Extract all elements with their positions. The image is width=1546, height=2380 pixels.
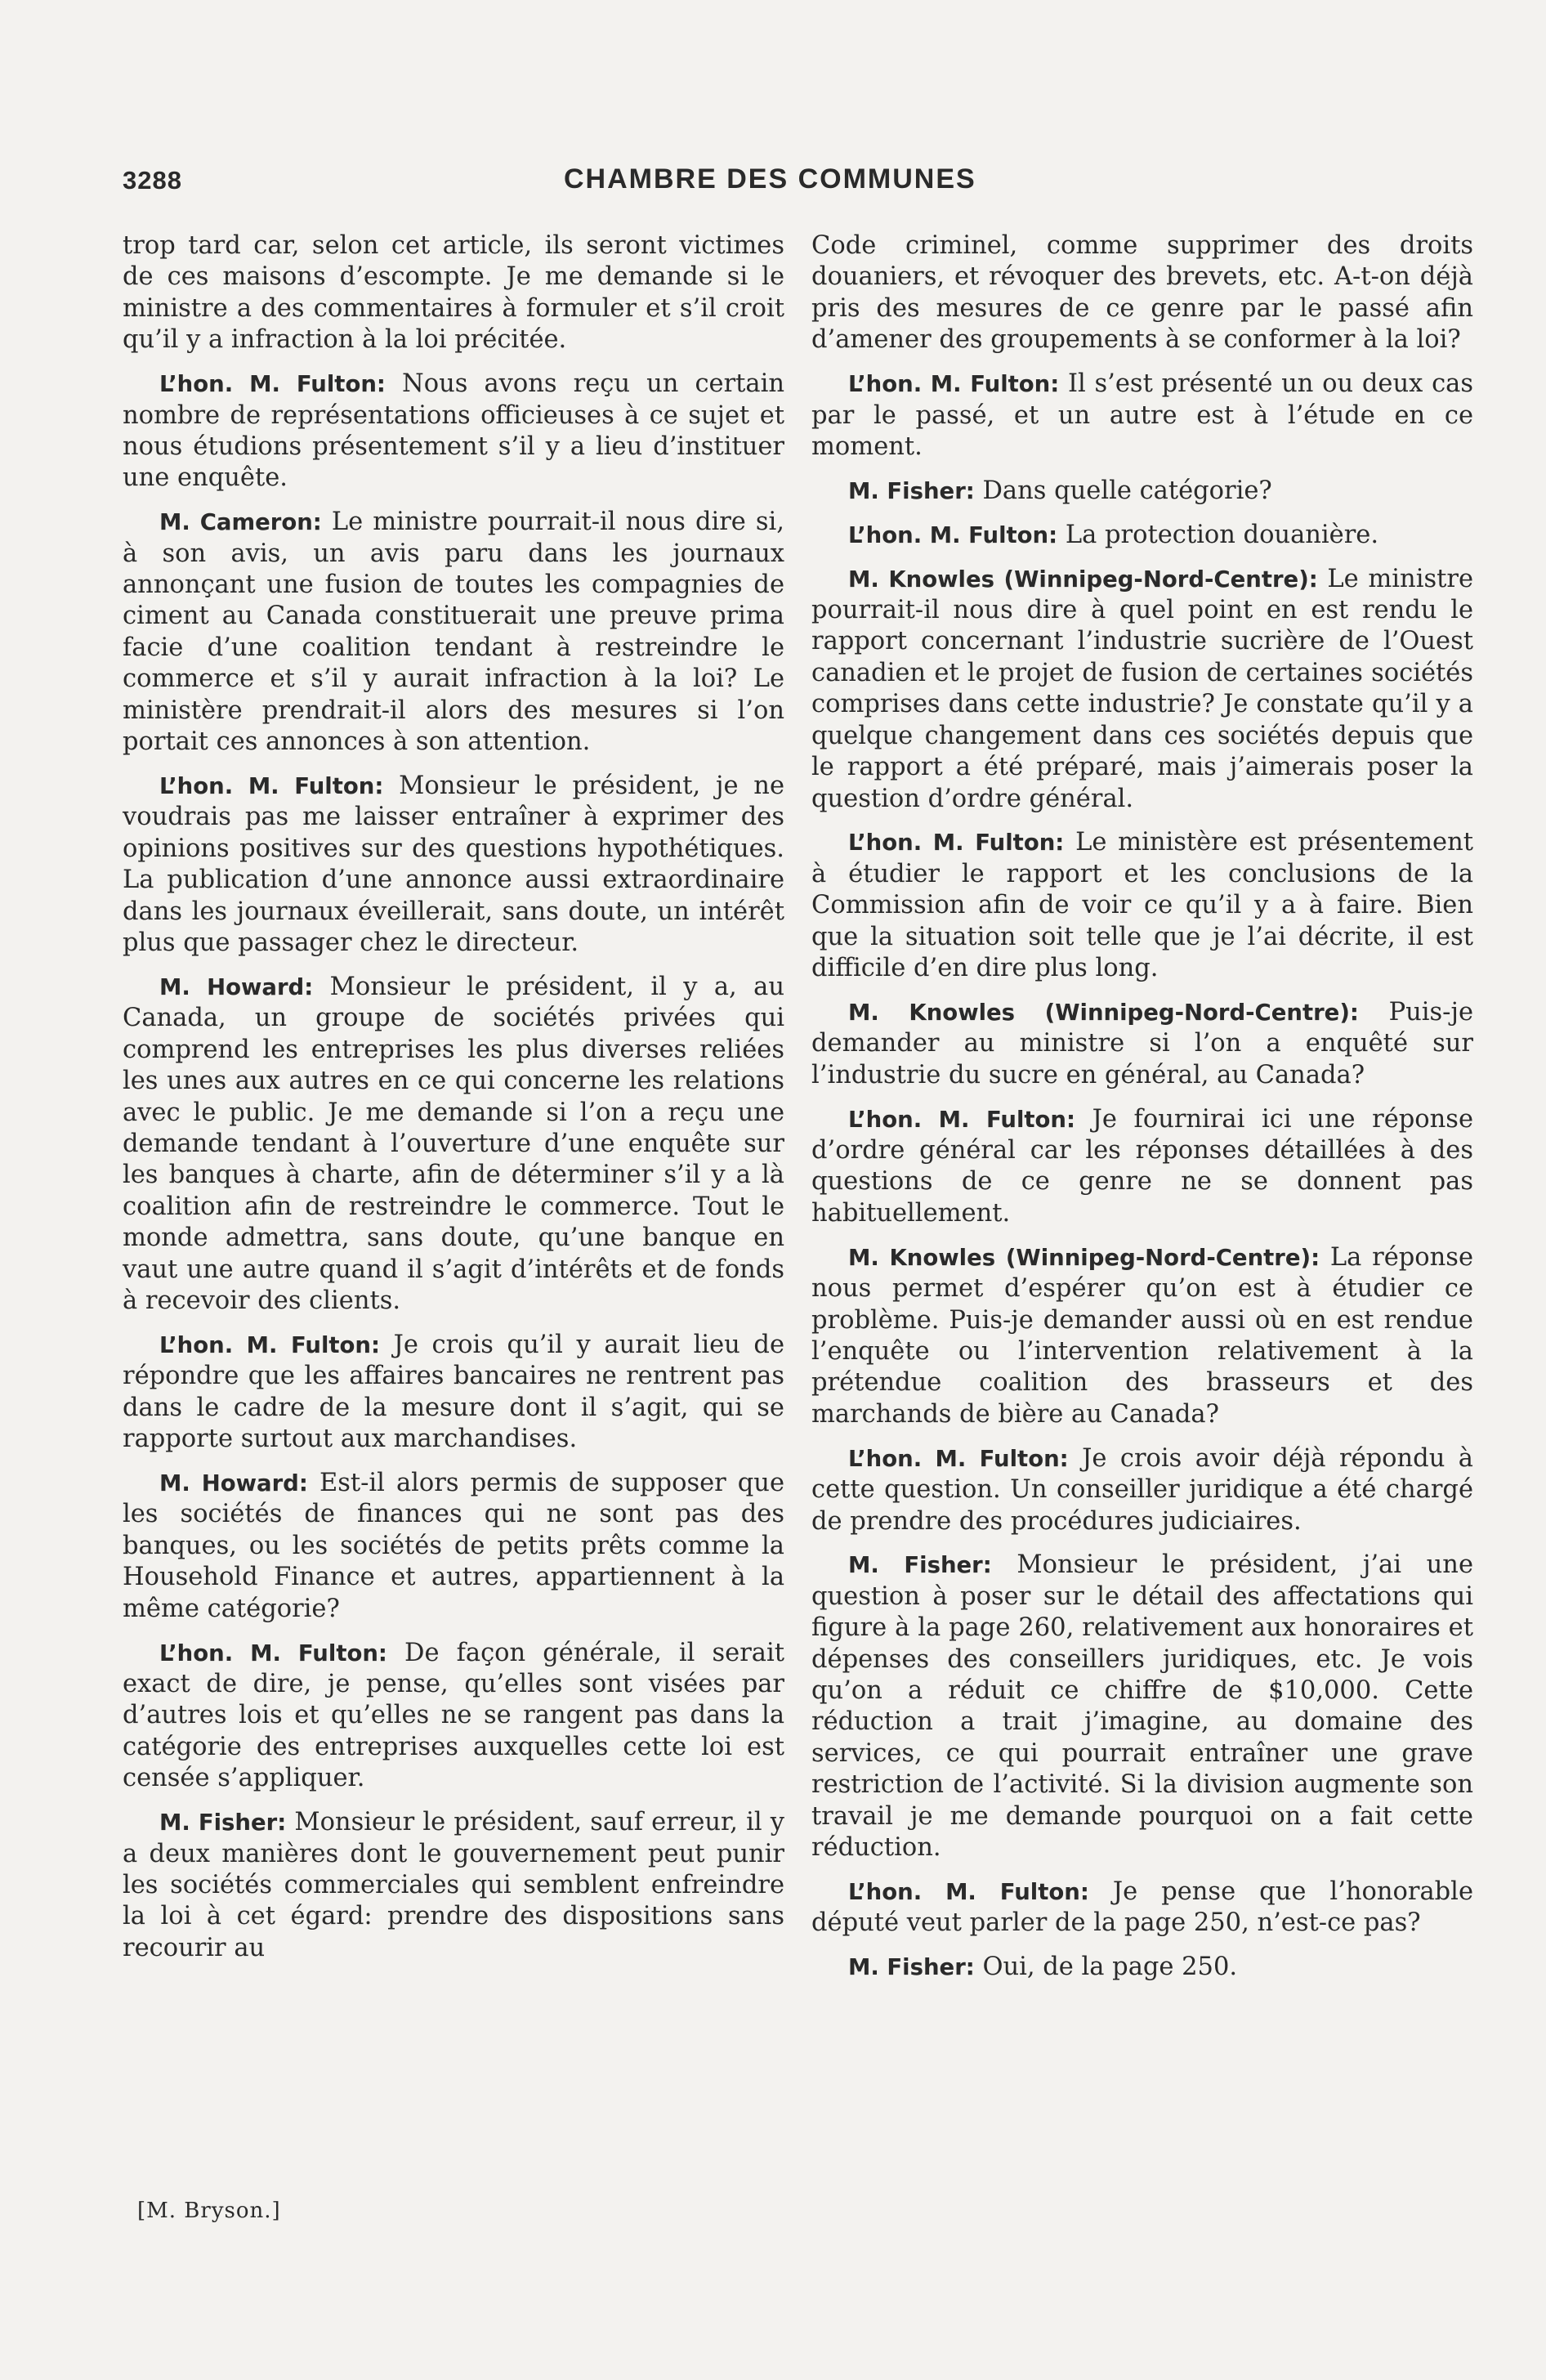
speaker-name: L’hon. M. Fulton:: [159, 1331, 380, 1358]
paragraph: [811, 230, 1473, 356]
paragraph-text: Le ministre pourrait-il nous dire à quel point en est rendu le rapport concernant l’industrie sucrière de l’Ouest canadien et le projet de fusion de certaines sociétés comprises dans cette industrie? Je constate qu’il y a quelque changement dans ces sociétés depuis que le rapport a été préparé, mais j’aimerais poser la question d’ordre général.: [811, 564, 1473, 813]
paragraph-text: Je pense que l’honorable député veut parler de la page 250, n’est-ce pas?: [811, 1877, 1473, 1938]
paragraph: [811, 369, 1473, 463]
paragraph-text: Je crois qu’il y aurait lieu de répondre que les affaires bancaires ne rentrent pas dans le cadre de la mesure dont il s’agit, qui se rapporte surtout aux marchandises.: [123, 1330, 784, 1454]
speaker-name: L’hon. M. Fulton:: [848, 371, 1060, 398]
paragraph-text: Oui, de la page 250.: [982, 1953, 1238, 1982]
paragraph: [811, 997, 1473, 1091]
paragraph: [811, 1104, 1473, 1230]
right-column: [811, 230, 1473, 1996]
paragraph: [123, 1807, 784, 1964]
speaker-name: M. Knowles (Winnipeg-Nord-Centre):: [848, 999, 1359, 1026]
paragraph-text: Code criminel, comme supprimer des droits douaniers, et révoquer des brevets, etc. A-t-on déjà pris des mesures de ce genre par le passé afin d’amener des groupements à se conformer à la loi?: [811, 231, 1473, 355]
paragraph: [811, 827, 1473, 984]
paragraph: [123, 230, 784, 356]
paragraph-text: La réponse nous permet d’espérer qu’on est à étudier ce problème. Puis-je demander aussi où en est rendue l’enquête ou l’intervention relativement à la prétendue coalition des brasseurs et des marchands de bière au Canada?: [811, 1242, 1473, 1429]
speaker-name: L’hon. M. Fulton:: [848, 830, 1065, 857]
page-number: 3288: [123, 166, 182, 195]
paragraph: [123, 369, 784, 494]
speaker-name: M. Knowles (Winnipeg-Nord-Centre):: [848, 566, 1318, 593]
paragraph-text: Il s’est présenté un ou deux cas par le passé, et un autre est à l’étude en ce moment.: [811, 369, 1473, 461]
speaker-name: L’hon. M. Fulton:: [159, 1640, 387, 1666]
speaker-name: M. Fisher:: [848, 477, 975, 504]
paragraph: [811, 1952, 1473, 1983]
footer-note: [M. Bryson.]: [137, 2199, 281, 2223]
speaker-name: L’hon. M. Fulton:: [848, 521, 1058, 548]
paragraph: [811, 1443, 1473, 1537]
paragraph-text: Le ministère est présentement à étudier le rapport et les conclusions de la Commission afin de voir ce qu’il y a à faire. Bien que la situation soit telle que je l’ai décrite, il est difficile d’en dire plus long.: [811, 828, 1473, 983]
speaker-name: M. Howard:: [159, 1470, 308, 1497]
paragraph-text: Monsieur le président, sauf erreur, il y a deux manières dont le gouvernement peut punir les sociétés commerciales qui semblent enfreindre la loi à cet égard: prendre des dispositions sans recourir au: [123, 1808, 784, 1962]
paragraph-text: De façon générale, il serait exact de dire, je pense, qu’elles sont visées par d’autres lois et qu’elles ne se rangent pas dans la catégorie des entreprises auxquelles cette loi est censée s’appliquer.: [123, 1638, 784, 1793]
running-head: CHAMBRE DES COMMUNES: [564, 163, 976, 195]
paragraph-text: Le ministre pourrait-il nous dire si, à son avis, un avis paru dans les journaux annonçant une fusion de toutes les compagnies de ciment au Canada constituerait une preuve prima facie d’une coalition tendant à restreindre le commerce et s’il y aurait infraction à la loi? Le ministère prendrait-il alors des mesures si l’on portait ces annonces à son attention.: [123, 508, 784, 757]
speaker-name: M. Fisher:: [848, 1552, 992, 1579]
paragraph: [811, 1242, 1473, 1430]
speaker-name: M. Howard:: [159, 973, 314, 1000]
paragraph-text: Je crois avoir déjà répondu à cette question. Un conseiller juridique a été chargé de prendre des procédures judiciaires.: [811, 1443, 1473, 1536]
paragraph: [123, 1638, 784, 1795]
paragraph-text: Puis-je demander au ministre si l’on a enquêté sur l’industrie du sucre en général, au Canada?: [811, 997, 1473, 1089]
paragraph: [123, 507, 784, 758]
speaker-name: L’hon. M. Fulton:: [159, 773, 384, 799]
paragraph-text: Est-il alors permis de supposer que les sociétés de finances qui ne sont pas des banques, ou les sociétés de petits prêts comme la Household Finance et autres, appartiennent à la même catégorie?: [123, 1469, 784, 1623]
speaker-name: L’hon. M. Fulton:: [848, 1879, 1089, 1905]
speaker-name: M. Fisher:: [159, 1810, 287, 1836]
speaker-name: M. Cameron:: [159, 509, 322, 536]
paragraph: [811, 564, 1473, 815]
paragraph: [811, 520, 1473, 551]
speaker-name: L’hon. M. Fulton:: [848, 1445, 1069, 1472]
paragraph-text: Monsieur le président, je ne voudrais pas me laisser entraîner à exprimer des opinions positives sur des questions hypothétiques. La publication d’une annonce aussi extraordinaire dans les journaux éveillerait, sans doute, un intérêt plus que passager chez le directeur.: [123, 772, 784, 958]
speaker-name: L’hon. M. Fulton:: [159, 371, 386, 398]
speaker-name: L’hon. M. Fulton:: [848, 1106, 1075, 1133]
paragraph: [123, 1330, 784, 1456]
paragraph-text: Monsieur le président, j’ai une question à poser sur le détail des affectations qui figure à la page 260, relativement aux honoraires et dépenses des conseillers juridiques, etc. Je vois qu’on a réduit ce chiffre de $10,000. Cette réduction a trait j’imagine, au domaine des services, ce qui pourrait entraîner une grave restriction de l’activité. Si la division augmente son travail je me demande pourquoi on a fait cette réduction.: [811, 1550, 1473, 1863]
paragraph: [123, 972, 784, 1317]
paragraph-text: Nous avons reçu un certain nombre de représentations officieuses à ce sujet et nous étudions présentement s’il y a lieu d’instituer une enquête.: [123, 369, 785, 493]
speaker-name: M. Knowles (Winnipeg-Nord-Centre):: [848, 1244, 1320, 1271]
paragraph: [811, 1877, 1473, 1939]
paragraph-text: Monsieur le président, il y a, au Canada, un groupe de sociétés privées qui comprend les entreprises les plus diverses reliées les unes aux autres en ce qui concerne les relations avec le public. Je me demande si l’on a reçu une demande tendant à l’ouverture d’une enquête sur les banques à charte, afin de déterminer s’il y a là coalition afin de restreindre le commerce. Tout le monde admettra, sans doute, qu’une banque en vaut une autre quand il s’agit d’intérêts et de fonds à recevoir des clients.: [123, 972, 784, 1315]
paragraph-text: trop tard car, selon cet article, ils seront victimes de ces maisons d’escompte. Je me demande si le ministre a des commentaires à formuler et s’il croit qu’il y a infraction à la loi précitée.: [123, 231, 784, 355]
paragraph: [811, 1550, 1473, 1863]
paragraph-text: Dans quelle catégorie?: [982, 476, 1272, 505]
left-column: [123, 230, 784, 1977]
paragraph: [123, 1468, 784, 1625]
paragraph: [811, 476, 1473, 507]
speaker-name: M. Fisher:: [848, 1954, 975, 1981]
paragraph-text: Je fournirai ici une réponse d’ordre général car les réponses détaillées à des questions de ce genre ne se donnent pas habituellement.: [811, 1104, 1474, 1228]
paragraph-text: La protection douanière.: [1065, 520, 1379, 549]
paragraph: [123, 771, 784, 959]
